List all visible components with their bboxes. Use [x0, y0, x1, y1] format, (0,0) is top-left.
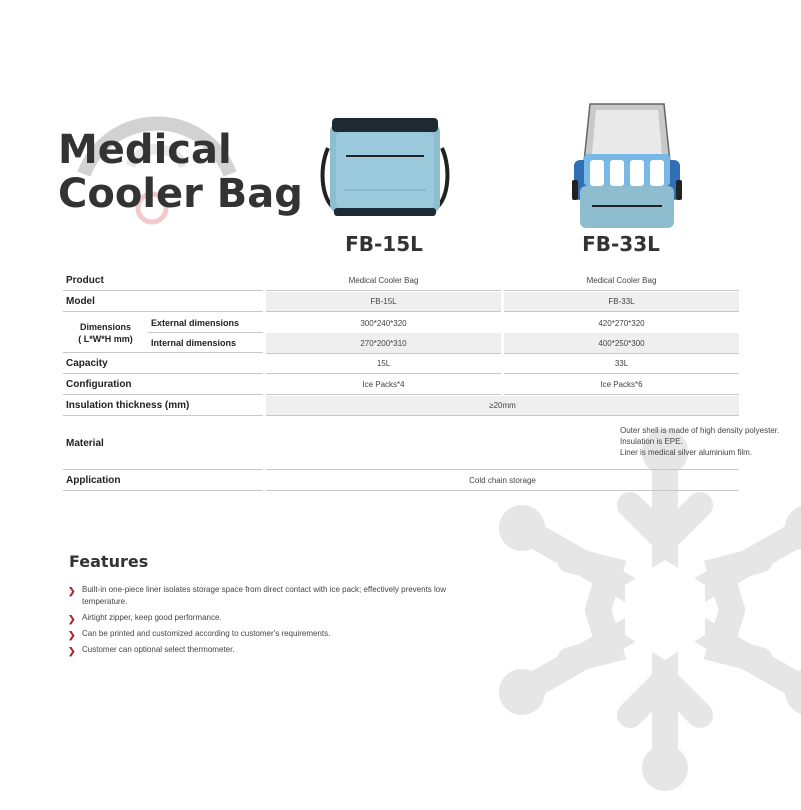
- model-label-fb-15l: FB-15L: [345, 232, 423, 256]
- external-dimensions-label: External dimensions: [148, 313, 263, 333]
- title-line-1: Medical: [58, 127, 232, 173]
- cell-fb-15l: FB-15L: [266, 292, 501, 312]
- material-line-3: Liner is medical silver aluminium film.: [620, 448, 753, 457]
- row-label: Insulation thickness (mm): [63, 396, 263, 416]
- table-row-insulation: [63, 396, 739, 416]
- dimensions-label: [63, 313, 148, 353]
- fb-33l-bag-image: [572, 100, 682, 232]
- row-label: Model: [63, 292, 263, 312]
- dimensions-label-line-1: Dimensions: [79, 321, 131, 332]
- feature-text: Can be printed and customized according to customer's requirements.: [82, 629, 331, 638]
- cell-fb-15l: Medical Cooler Bag: [266, 271, 501, 291]
- cell-fb-33l-internal: 400*250*300: [504, 333, 739, 354]
- feature-text: Airtight zipper, keep good performance.: [82, 613, 222, 622]
- cell-shared: Cold chain storage: [266, 471, 739, 491]
- material-description: [620, 425, 779, 458]
- cell-shared: [266, 417, 780, 470]
- fb-15l-bag-image: [318, 110, 452, 222]
- model-label-fb-33l: FB-33L: [582, 232, 660, 256]
- cell-fb-33l: Ice Packs*6: [504, 375, 739, 395]
- list-item: [68, 584, 488, 608]
- features-list: [68, 584, 488, 660]
- table-row-model: [63, 292, 739, 312]
- cell-shared: ≥20mm: [266, 396, 739, 416]
- row-label: Product: [63, 271, 263, 291]
- material-line-1: Outer shell is made of high density polyester.: [620, 426, 780, 435]
- cell-fb-33l: FB-33L: [504, 292, 739, 312]
- bullet-chevron-icon: ❯: [68, 630, 76, 640]
- table-row-dimensions: [63, 313, 739, 353]
- row-label: Application: [63, 471, 263, 491]
- cell-fb-15l-internal: 270*200*310: [266, 333, 501, 354]
- list-item: [68, 628, 488, 640]
- material-line-2: Insulation is EPE.: [620, 437, 683, 446]
- cell-fb-15l: Ice Packs*4: [266, 375, 501, 395]
- cell-fb-33l-external: 420*270*320: [504, 313, 739, 334]
- cell-fb-15l-external: 300*240*320: [266, 313, 501, 334]
- features-heading: Features: [69, 552, 149, 571]
- table-row-product: [63, 271, 739, 291]
- table-row-material: [63, 417, 780, 470]
- table-row-capacity: [63, 354, 739, 374]
- row-label: Configuration: [63, 375, 263, 395]
- bullet-chevron-icon: ❯: [68, 646, 76, 656]
- cell-fb-33l: 33L: [504, 354, 739, 374]
- dimensions-label-line-2: ( L*W*H mm): [78, 333, 133, 344]
- cell-fb-33l: Medical Cooler Bag: [504, 271, 739, 291]
- row-label: Capacity: [63, 354, 263, 374]
- title-line-2: Cooler Bag: [58, 171, 303, 217]
- bullet-chevron-icon: ❯: [68, 614, 76, 624]
- page-title: [58, 128, 303, 216]
- table-row-application: [63, 471, 739, 491]
- list-item: [68, 644, 488, 656]
- feature-text: Built-in one-piece liner isolates storage space from direct contact with ice pack; effectively prevents low temperature.: [82, 585, 447, 606]
- cell-fb-15l: 15L: [266, 354, 501, 374]
- list-item: [68, 612, 488, 624]
- row-label: Material: [63, 417, 263, 470]
- feature-text: Customer can optional select thermometer.: [82, 645, 235, 654]
- snowflake-icon: [480, 410, 801, 810]
- internal-dimensions-label: Internal dimensions: [148, 333, 263, 353]
- bullet-chevron-icon: ❯: [68, 586, 76, 596]
- table-row-configuration: [63, 375, 739, 395]
